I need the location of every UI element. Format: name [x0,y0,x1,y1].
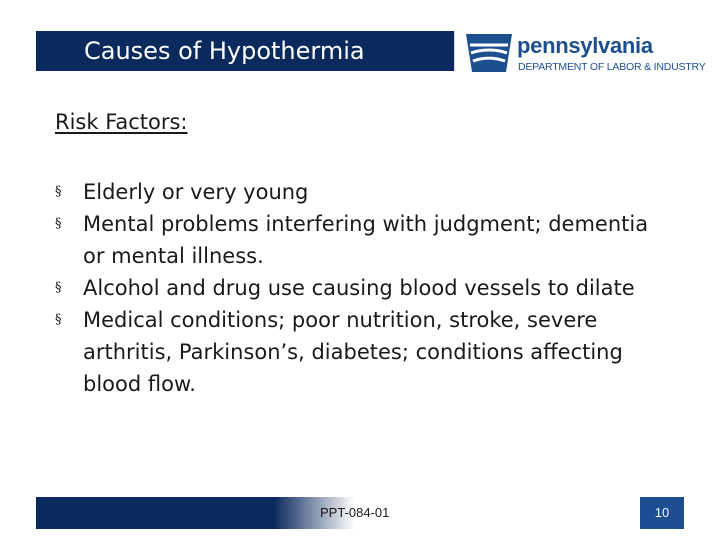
bullet-text: Medical conditions; poor nutrition, stroke, severe arthritis, Parkinson’s, diabetes; conditions affecting blood flow. [83,308,623,396]
list-item [55,176,675,208]
bullet-icon: § [55,280,62,295]
keystone-icon [462,28,516,78]
list-item [55,304,675,400]
footer-bar [36,497,684,529]
bullet-icon: § [55,184,62,199]
bullet-text: Alcohol and drug use causing blood vessels to dilate [83,276,635,300]
bullet-icon: § [55,216,62,231]
bullet-text: Mental problems interfering with judgment; dementia or mental illness. [83,212,649,268]
page-number: 10 [640,497,684,529]
title-bar [36,31,455,71]
list-item [55,272,675,304]
bullet-icon: § [55,312,62,327]
list-item [55,208,675,272]
risk-factors-heading: Risk Factors: [55,110,188,134]
logo-subtitle: DEPARTMENT OF LABOR & INDUSTRY [518,61,706,73]
footer-document-code: PPT-084-01 [320,505,390,520]
logo-wordmark: pennsylvania [517,33,653,58]
slide-title: Causes of Hypothermia [84,37,365,65]
bullet-list [55,176,675,400]
bullet-text: Elderly or very young [83,180,309,204]
pennsylvania-logo [462,28,706,78]
